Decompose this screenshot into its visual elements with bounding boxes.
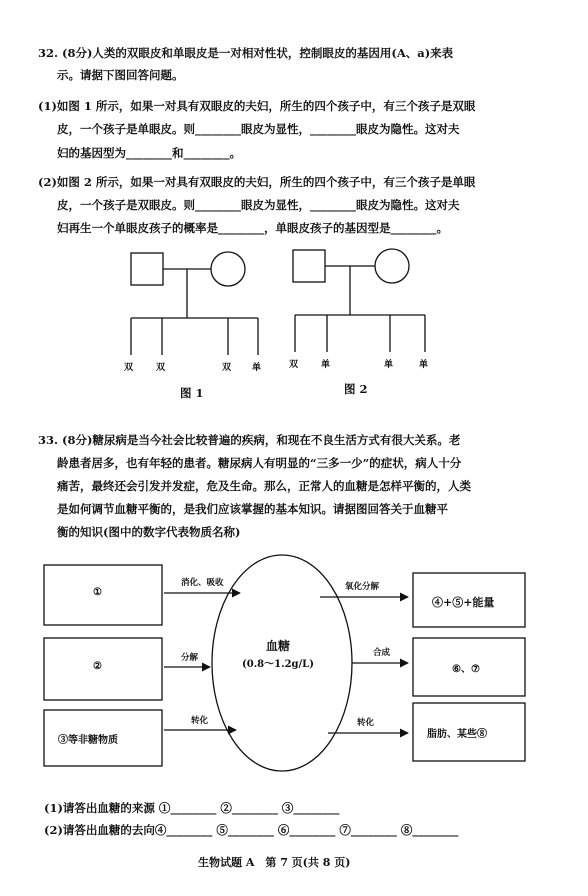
arrow-transform-right-label: 转化: [357, 718, 375, 728]
arrow-digest-absorb-label: 消化、吸收: [181, 578, 224, 588]
source-3-label: ③等非糖物质: [58, 735, 118, 746]
arrow-synthesize-label: 合成: [373, 648, 391, 658]
fig1-caption: 图 1: [180, 386, 204, 400]
fig1-child-4: 单: [252, 363, 262, 373]
q33-line2: 龄患者居多，也有年轻的患者。糖尿病人有明显的“三多一少”的症状，病人十分: [57, 456, 462, 470]
q32-part2-line2: 皮，一个孩子是双眼皮。则________眼皮为显性，________眼皮为隐性。这对夫: [57, 198, 460, 212]
blood-sugar-title: 血糖: [266, 639, 291, 653]
q32-part2-line1: (2)如图 2 所示，如果一对具有双眼皮的夫妇，所生的四个孩子中，有三个孩子是单眼: [38, 175, 476, 189]
destination-1-label: ④+⑤+能量: [432, 596, 495, 609]
source-2-label: ②: [93, 661, 102, 672]
sub-question-2: (2)请答出血糖的去向④________ ⑤________ ⑥________ ⑦________ ⑧________: [44, 823, 459, 837]
source-box-1: [44, 565, 162, 625]
q32-part2-line3: 妇再生一个单眼皮孩子的概率是________，单眼皮孩子的基因型是________。: [57, 221, 448, 235]
fig2-child-4: 单: [419, 360, 429, 370]
arrow-oxidize-label: 氧化分解: [345, 582, 380, 592]
fig2-child-3: 单: [384, 360, 394, 370]
q32-part1-line3: 妇的基因型为________和________。: [57, 146, 241, 160]
fig1-child-3: 双: [222, 363, 232, 373]
q33-line5: 衡的知识(图中的数字代表物质名称): [57, 525, 241, 539]
q33-line3: 痛苦，最终还会引发并发症，危及生命。那么，正常人的血糖是怎样平衡的，人类: [57, 479, 471, 493]
fig2-caption: 图 2: [344, 382, 368, 396]
q33-line1: 33. (8分)糖尿病是当今社会比较普遍的疾病，和现在不良生活方式有很大关系。老: [38, 433, 461, 447]
q32-line2: 示。请据下图回答问题。: [57, 68, 184, 82]
source-box-2: [44, 638, 162, 700]
q32-part1-line1: (1)如图 1 所示，如果一对具有双眼皮的夫妇，所生的四个孩子中，有三个孩子是双眼: [38, 99, 476, 113]
destination-2-label: ⑥、⑦: [452, 664, 480, 675]
fig1-child-1: 双: [124, 363, 134, 373]
page-footer: 生物试题 A 第 7 页(共 8 页): [198, 856, 351, 869]
blood-sugar-range: (0.8～1.2g/L): [242, 659, 314, 670]
fig1-child-2: 双: [156, 363, 166, 373]
q33-line4: 是如何调节血糖平衡的，是我们应该掌握的基本知识。请据图回答关于血糖平: [57, 502, 448, 516]
destination-3-label: 脂肪、某些⑧: [427, 729, 487, 740]
source-1-label: ①: [93, 587, 102, 598]
fig2-child-2: 单: [321, 360, 331, 370]
fig2-child-1: 双: [289, 360, 299, 370]
q32-part1-line2: 皮，一个孩子是单眼皮。则________眼皮为显性，________眼皮为隐性。这对夫: [57, 122, 460, 136]
arrow-decompose-label: 分解: [181, 653, 199, 663]
arrow-transform-left-label: 转化: [191, 716, 209, 726]
sub-question-1: (1)请答出血糖的来源 ①________ ②________ ③________: [44, 801, 340, 815]
q32-line1: 32. (8分)人类的双眼皮和单眼皮是一对相对性状，控制眼皮的基因用(A、a)来表: [38, 46, 454, 60]
